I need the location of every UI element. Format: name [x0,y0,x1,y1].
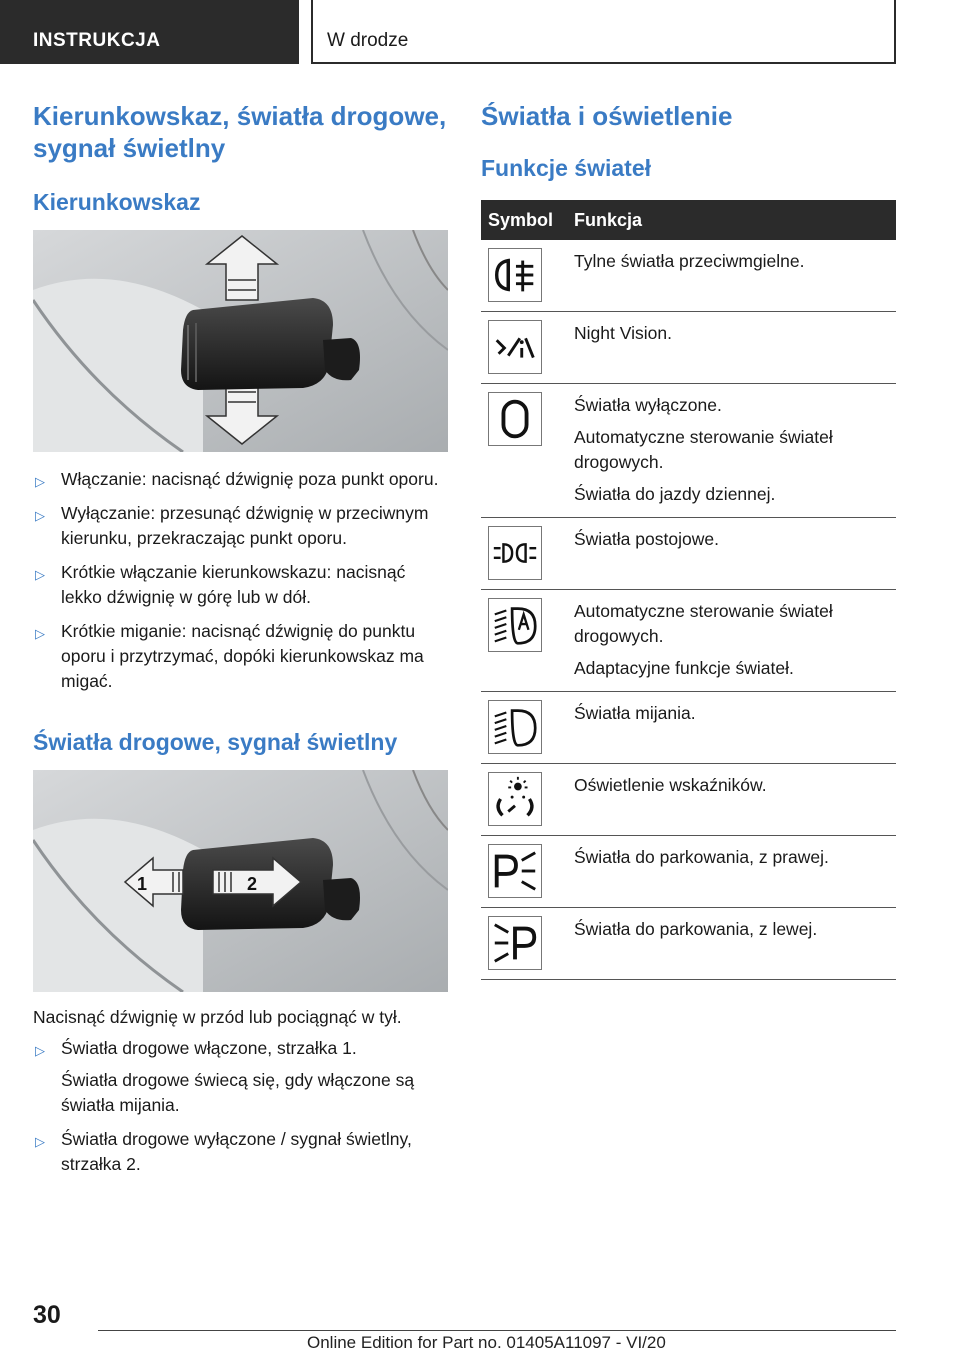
high-beam-list [33,1036,448,1177]
light-functions-heading: Funkcje świateł [481,155,652,181]
right-title: Światła i oświetlenie [481,101,733,131]
bullet-triangle-icon: ▷ [35,567,45,582]
parking-light-right-icon [488,844,542,898]
rear-fog-light-icon [488,248,542,302]
table-row: Światła mijania. [481,692,896,764]
list-item: ▷ Krótkie miganie: nacisnąć dźwignię do punktu oporu i przytrzymać, dopóki kierunkowskaz ma migać. [35,621,424,691]
low-beam-icon [488,700,542,754]
table-row: Światła wyłączone. Automatyczne sterowanie świateł drogowych. Światła do jazdy dziennej. [481,384,896,518]
turn-signal-heading: Kierunkowskaz [33,189,201,215]
turn-signal-figure [33,230,448,452]
page-number: 30 [33,1301,61,1329]
table-header-row [481,200,896,240]
arrow-label-2: 2 [247,874,258,894]
list-item: ▷ Światła drogowe włączone, strzałka 1. Światła drogowe świecą się, gdy włączone są światła mijania. [35,1038,415,1115]
table-row: Światła do parkowania, z lewej. [481,908,896,980]
parking-light-left-icon [488,916,542,970]
table-row: Światła do parkowania, z prawej. [481,836,896,908]
high-beam-figure [33,770,448,992]
list-item: ▷ Krótkie włączanie kierunkowskazu: nacisnąć lekko dźwignię w górę lub w dół. [35,562,406,607]
left-column [33,100,448,1186]
instrument-lighting-icon [488,772,542,826]
table-row: Oświetlenie wskaźników. [481,764,896,836]
auto-headlight-icon [488,598,542,652]
table-row: Night Vision. [481,312,896,384]
right-column [481,100,896,980]
bullet-triangle-icon: ▷ [35,626,45,641]
light-functions-table [481,200,896,980]
left-title: Kierunkowskaz, światła drogowe, sygnał świetlny [33,101,447,163]
section-tab: W drodze [311,0,896,64]
table-row: Światła postojowe. [481,518,896,590]
list-item: ▷ Wyłączanie: przesunąć dźwignię w przeciwnym kierunku, przekraczając punkt oporu. [35,503,429,548]
turn-signal-list [33,467,448,694]
footer-divider [98,1330,896,1331]
high-beam-intro: Nacisnąć dźwignię w przód lub pociągnąć w tył. [33,1007,402,1027]
list-item: ▷ Światła drogowe wyłączone / sygnał świetlny, strzałka 2. [35,1129,412,1174]
footer-edition: Online Edition for Part no. 01405A11097 - VI/20 [307,1333,666,1352]
col-symbol: Symbol [481,200,574,240]
parking-lights-icon [488,526,542,580]
lights-off-icon [488,392,542,446]
high-beam-heading: Światła drogowe, sygnał świetlny [33,729,398,755]
bullet-triangle-icon: ▷ [35,1134,45,1149]
list-item: ▷ Włączanie: nacisnąć dźwignię poza punkt oporu. [33,467,448,492]
table-row: Tylne światła przeciwmgielne. [481,240,896,312]
bullet-triangle-icon: ▷ [35,474,45,489]
bullet-triangle-icon: ▷ [35,508,45,523]
table-row: Automatyczne sterowanie świateł drogowych. Adaptacyjne funkcje świateł. [481,590,896,692]
night-vision-icon [488,320,542,374]
col-function: Funkcja [574,200,896,240]
top-bar [0,0,960,66]
bullet-triangle-icon: ▷ [35,1043,45,1058]
manual-tab: INSTRUKCJA [0,0,299,64]
arrow-label-1: 1 [137,874,148,894]
